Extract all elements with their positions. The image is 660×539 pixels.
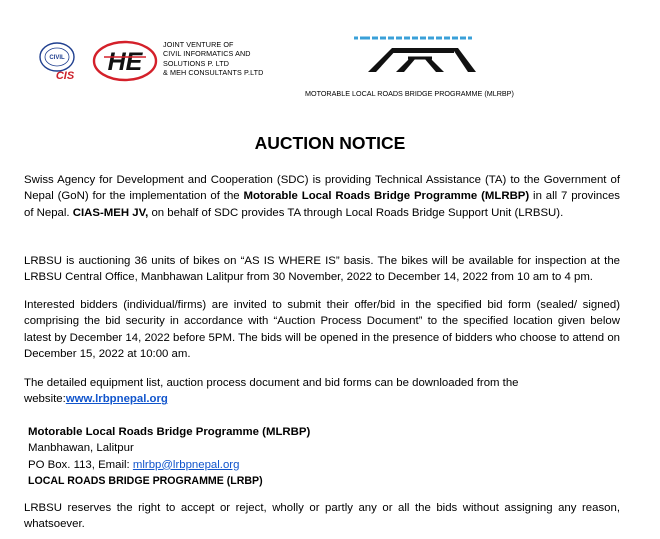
jv-name: CIAS-MEH JV,: [72, 206, 149, 219]
letterhead: [0, 0, 660, 110]
intro-paragraph: [24, 172, 620, 221]
jv-line: & MEH CONSULTANTS P.LTD: [163, 67, 264, 77]
contact-block: [28, 424, 428, 489]
programme-caption: MOTORABLE LOCAL ROADS BRIDGE PROGRAMME (MLRBP): [305, 89, 514, 98]
jv-line: CIVIL INFORMATICS AND: [163, 49, 251, 59]
email-link[interactable]: mlrbp@lrbpnepal.org: [132, 458, 240, 471]
programme-name: Motorable Local Roads Bridge Programme (MLRBP): [243, 190, 530, 203]
intro-text: on behalf of SDC provides TA through Local Roads Bridge Support Unit (LRBSU).: [148, 206, 564, 219]
reservation-paragraph: LRBSU reserves the right to accept or reject, wholly or partly any or all the bids without assigning any reason, whatsoever.: [24, 502, 620, 531]
he-logo: [92, 40, 158, 82]
he-logo-text: HE: [107, 48, 143, 76]
jv-line: SOLUTIONS P. LTD: [163, 58, 230, 68]
contact-po: PO Box. 113, Email:: [28, 458, 133, 471]
bidders-paragraph: Interested bidders (individual/firms) are invited to submit their offer/bid in the specified bid form (sealed/ signed) comprising the bid security in accordance with “Auction Process Document” to the specified location given below latest by December 14, 2022 before 5PM. The bids will be opened in the presence of bidders who choose to attend on December 15, 2022 at 10:00 am.: [24, 299, 620, 360]
contact-po-line: [28, 457, 428, 473]
auction-paragraph: LRBSU is auctioning 36 units of bikes on “AS IS WHERE IS” basis. The bikes will be available for inspection at the LRBSU Central Office, Manbhawan Lalitpur from 30 November, 2022 to December 14, 2022 from 10 am to 4 pm.: [24, 255, 620, 284]
contact-org: Motorable Local Roads Bridge Programme (MLRBP): [28, 426, 311, 438]
page-title: AUCTION NOTICE: [254, 133, 406, 153]
mlrbp-bridge-logo: [348, 30, 480, 82]
intro-text: Swiss Agency for Development and Cooperation (SDC) is providing Technical Assistance (TA) to the Government of Nepal (GoN) for the implementation of the: [24, 174, 620, 203]
cis-logo: [37, 40, 95, 82]
jv-line: JOINT VENTURE OF: [163, 40, 234, 49]
intro-text: in all 7 provinces of Nepal.: [24, 190, 620, 219]
website-link[interactable]: www.lrbpnepal.org: [65, 393, 168, 406]
cis-logo-text: CIS: [55, 70, 75, 82]
download-paragraph: [24, 375, 620, 408]
contact-address: Manbhawan, Lalitpur: [28, 442, 134, 455]
joint-venture-text: [163, 40, 313, 77]
contact-program: LOCAL ROADS BRIDGE PROGRAMME (LRBP): [28, 474, 263, 487]
cis-ring-text: CIVIL: [49, 55, 65, 61]
download-text: The detailed equipment list, auction process document and bid forms can be downloaded from the website:: [24, 377, 519, 406]
